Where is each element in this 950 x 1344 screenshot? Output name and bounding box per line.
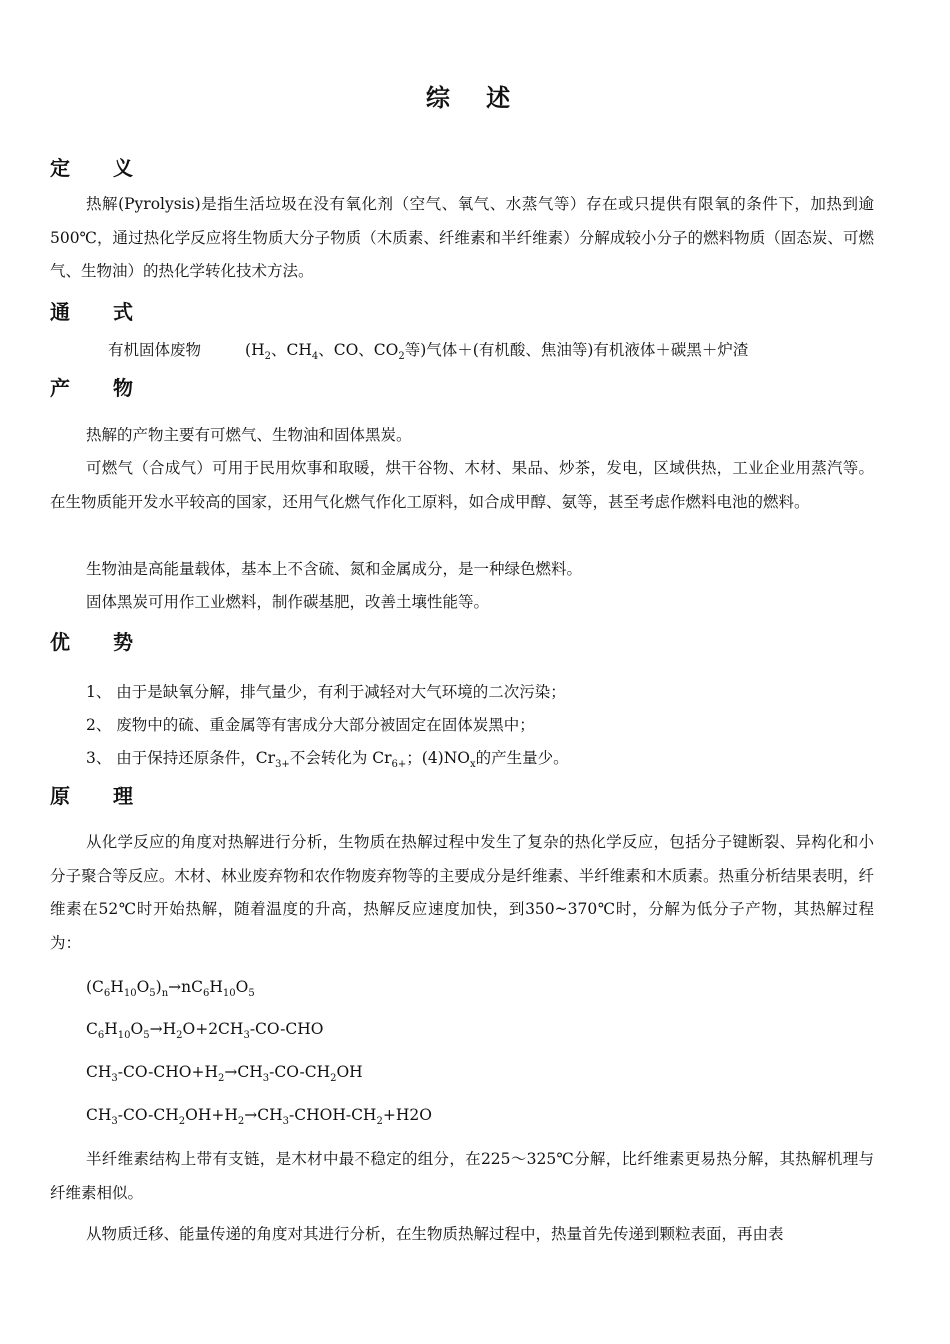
formula-lhs: 有机固体废物 bbox=[108, 341, 202, 359]
advantage-item: 1、 由于是缺氧分解，排气量少，有利于减轻对大气环境的二次污染； bbox=[86, 683, 566, 701]
principle-paragraph: 从化学反应的角度对热解进行分析，生物质在热解过程中发生了复杂的热化学反应，包括分子键断裂、异构化和小分子聚合等反应。木材、林业废弃物和农作物废弃物等的主要成分是纤维素、半纤维素和木质素。热重分析结果表明，纤维素在52℃时开始热解，随着温度的升高，热解反应速度加快，到350~370℃时，分解为低分子产物，其热解过程为： bbox=[50, 833, 874, 952]
products-paragraph: 可燃气（合成气）可用于民用炊事和取暖，烘干谷物、木材、果品、炒茶，发电，区域供热，工业企业用蒸汽等。在生物质能开发水平较高的国家，还用气化燃气作化工原料，如合成甲醇、氨等，甚至考虑作燃料电池的燃料。 bbox=[50, 459, 874, 511]
products-paragraph: 热解的产物主要有可燃气、生物油和固体黑炭。 bbox=[86, 426, 412, 444]
heading-formula: 通 式 bbox=[50, 300, 151, 324]
heading-principle: 原 理 bbox=[50, 784, 151, 808]
principle-paragraph: 半纤维素结构上带有支链，是木材中最不稳定的组分，在225～325℃分解，比纤维素更易热分解，其热解机理与纤维素相似。 bbox=[50, 1150, 874, 1202]
reaction-equation: $C_6H_{10}O_5\to H_2O+2CH_3-CO$-CHO bbox=[86, 1020, 324, 1041]
heading-definition: 定 义 bbox=[50, 156, 151, 180]
advantage-item: 2、 废物中的硫、重金属等有害成分大部分被固定在固体炭黑中； bbox=[86, 716, 535, 734]
definition-paragraph: 热解(Pyrolysis)是指生活垃圾在没有氧化剂（空气、氧气、水蒸气等）存在或只提供有限氧的条件下，加热到逾 500℃，通过热化学反应将生物质大分子物质（木质素、纤维素和半纤维素）分解成较小分子的燃料物质（固态炭、可燃气、生物油）的热化学转化技术方法。 bbox=[50, 195, 874, 280]
reaction-equation: $CH_3-CO-CHO+H_2\to CH_3-CO-CH_2OH$ bbox=[86, 1063, 363, 1084]
reaction-equation: $(C_6H_{10}O_5)_n\to nC_6H_{10}O_5$ bbox=[86, 978, 255, 999]
heading-products: 产 物 bbox=[50, 376, 151, 400]
heading-advantages: 优 势 bbox=[50, 630, 151, 654]
products-paragraph: 固体黑炭可用作工业燃料，制作碳基肥，改善土壤性能等。 bbox=[86, 593, 490, 611]
general-formula bbox=[108, 338, 748, 362]
advantage-item: 3、 由于保持还原条件，$Cr_{3+}$不会转化为 $Cr_{6+}$；$(4)NO_x$的产生量少。 bbox=[86, 749, 569, 770]
principle-paragraph: 从物质迁移、能量传递的角度对其进行分析，在生物质热解过程中，热量首先传递到颗粒表面，再由表 bbox=[86, 1225, 784, 1243]
products-paragraph: 生物油是高能量载体，基本上不含硫、氮和金属成分，是一种绿色燃料。 bbox=[86, 560, 583, 578]
reaction-equation: $CH_3-CO-CH_2OH+H_2\to CH_3-CHOH-CH_2+H2O$ bbox=[86, 1106, 432, 1127]
formula-rhs: ($H_2$、$CH_4$、CO、$CO_2$等)气体＋(有机酸、焦油等)有机液体＋碳黑＋炉渣 bbox=[245, 341, 749, 362]
page-title: 综 述 bbox=[425, 83, 525, 112]
